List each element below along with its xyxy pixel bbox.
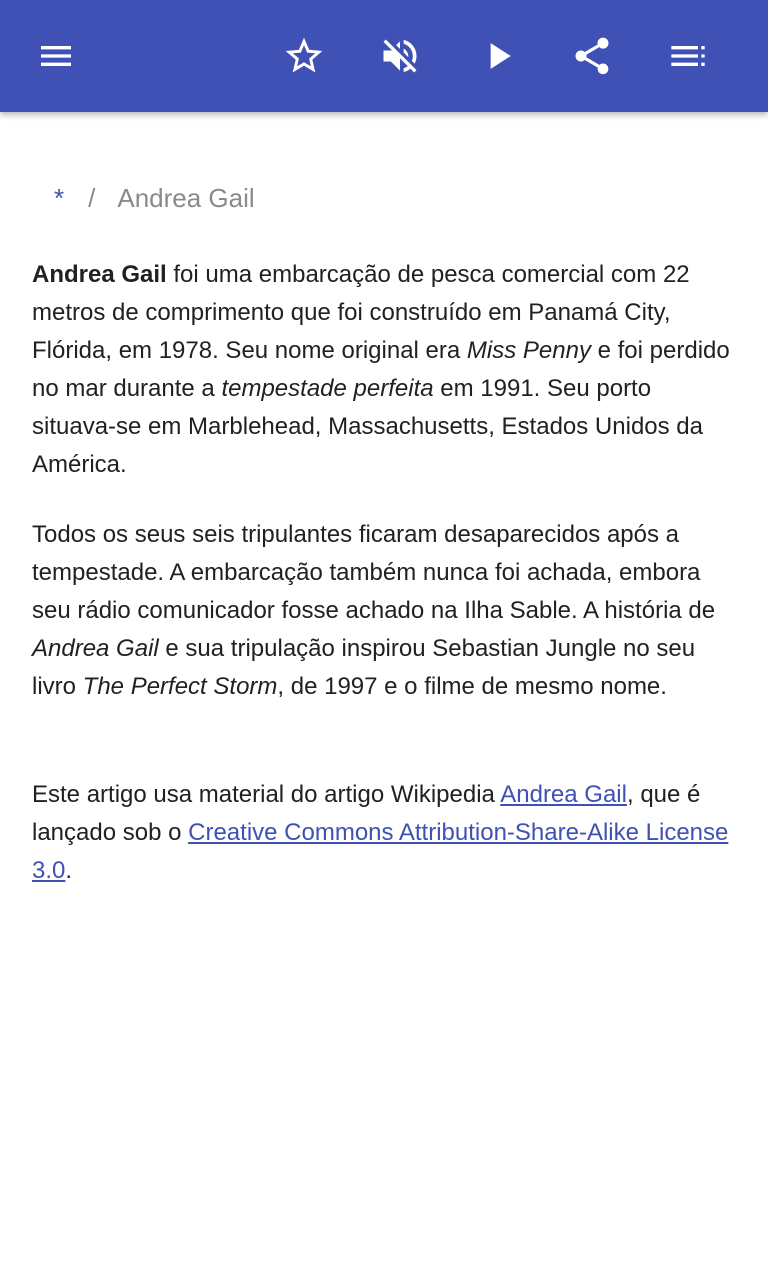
play-button[interactable]: [466, 24, 530, 88]
article-paragraph-intro: [32, 256, 736, 484]
italic-text: Miss Penny: [466, 337, 591, 364]
wikipedia-article-link[interactable]: Andrea Gail: [500, 781, 627, 808]
share-button[interactable]: [560, 24, 624, 88]
sound-toggle-button[interactable]: [368, 24, 432, 88]
share-icon: [570, 34, 614, 78]
playlist-icon: [668, 36, 708, 76]
breadcrumb: [32, 180, 736, 216]
italic-text: The Perfect Storm: [82, 673, 278, 700]
menu-button[interactable]: [24, 24, 88, 88]
breadcrumb-separator: /: [88, 183, 96, 213]
italic-text: tempestade perfeita: [221, 375, 434, 402]
text-span: .: [65, 857, 73, 884]
text-span: , que é lançado sob o: [32, 781, 701, 846]
text-span: , de 1997 e o filme de mesmo nome.: [277, 673, 667, 700]
text-span: em 1991. Seu porto situava-se em Marblehead, Massachusetts, Estados Unidos da América.: [32, 375, 704, 478]
italic-text: Andrea Gail: [32, 635, 159, 662]
article-content: [32, 112, 736, 890]
star-outline-icon: [282, 34, 326, 78]
text-span: e sua tripulação inspirou Sebastian Jungle no seu livro: [32, 635, 696, 700]
license-link[interactable]: Creative Commons Attribution-Share-Alike License 3.0: [32, 819, 729, 884]
text-span: e foi perdido no mar durante a: [32, 337, 730, 402]
favorite-button[interactable]: [272, 24, 336, 88]
volume-off-icon: [378, 34, 422, 78]
breadcrumb-home-link[interactable]: *: [54, 183, 65, 213]
article-paragraph-crew: [32, 516, 736, 706]
license-notice: [32, 776, 736, 890]
breadcrumb-current: Andrea Gail: [117, 183, 255, 213]
text-span: foi uma embarcação de pesca comercial com 22 metros de comprimento que foi construído em Panamá City, Flórida, em 1978. Seu nome original era: [32, 261, 690, 364]
play-icon: [476, 34, 520, 78]
text-span: Este artigo usa material do artigo Wikipedia: [32, 781, 501, 808]
contents-button[interactable]: [656, 24, 720, 88]
menu-icon: [36, 36, 76, 76]
article-title-bold: Andrea Gail: [32, 261, 167, 288]
app-bar: [0, 0, 768, 112]
text-span: Todos os seus seis tripulantes ficaram desaparecidos após a tempestade. A embarcação também nunca foi achada, embora seu rádio comunicador fosse achado na Ilha Sable. A história de: [32, 521, 716, 624]
